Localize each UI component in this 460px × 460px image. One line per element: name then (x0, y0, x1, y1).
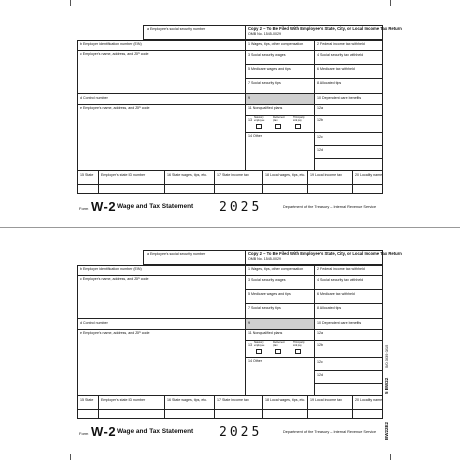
box-e-employee[interactable]: e Employee's name, address, and ZIP code (77, 330, 246, 396)
box-3[interactable]: 3 Social security wages (246, 276, 315, 290)
box-5[interactable]: 5 Medicare wages and tips (246, 65, 315, 79)
box-2[interactable]: 2 Federal income tax withheld (315, 40, 383, 51)
box-10[interactable]: 10 Dependent care benefits (315, 319, 383, 330)
box-d-control[interactable]: d Control number (77, 94, 246, 105)
box-9: 9 (246, 319, 315, 330)
box-7[interactable]: 7 Social security tips (246, 304, 315, 319)
box-12c[interactable]: 12c (315, 133, 383, 146)
divider-line (77, 184, 383, 185)
box-d-control[interactable]: d Control number (77, 319, 246, 330)
side-revision-code: 5/0 3/39 0/15 (384, 344, 389, 368)
form-footer: Form W-2 Wage and Tax Statement 2025 Department of the Treasury – Internal Revenue Service (79, 424, 377, 440)
box-17[interactable]: 17 State income tax (215, 171, 263, 194)
box-9: 9 (246, 94, 315, 105)
perforation-mark (70, 0, 71, 6)
box-12-spacer (315, 159, 383, 171)
box-3[interactable]: 3 Social security wages (246, 51, 315, 65)
box-14[interactable]: 14 Other (246, 358, 315, 396)
perforation-line (0, 227, 460, 228)
box-19[interactable]: 19 Local income tax (308, 396, 353, 419)
box-4[interactable]: 4 Social security tax withheld (315, 276, 383, 290)
w2-form-copy-top (77, 25, 402, 223)
box-12c[interactable]: 12c (315, 358, 383, 371)
box-8[interactable]: 8 Allocated tips (315, 304, 383, 319)
box-5[interactable]: 5 Medicare wages and tips (246, 290, 315, 304)
box-16[interactable]: 16 State wages, tips, etc. (165, 171, 215, 194)
side-bottom-code: BW22E2 (384, 421, 389, 440)
box-12a[interactable]: 12a (315, 105, 383, 116)
box-8[interactable]: 8 Allocated tips (315, 79, 383, 94)
box-19[interactable]: 19 Local income tax (308, 171, 353, 194)
box-14[interactable]: 14 Other (246, 133, 315, 171)
box-15-state[interactable]: 15 State (77, 171, 99, 194)
retirement-plan-checkbox[interactable] (275, 349, 281, 354)
box-16[interactable]: 16 State wages, tips, etc. (165, 396, 215, 419)
box-17[interactable]: 17 State income tax (215, 396, 263, 419)
statutory-employee-checkbox[interactable] (256, 349, 262, 354)
perforation-mark (390, 454, 391, 460)
form-footer: Form W-2 Wage and Tax Statement 2025 Department of the Treasury – Internal Revenue Service (79, 199, 377, 215)
box-15-employer-state-id[interactable]: Employer's state ID number (99, 396, 165, 419)
retirement-plan-checkbox[interactable] (275, 124, 281, 129)
box-12d[interactable]: 12d (315, 146, 383, 159)
box-c-employer[interactable]: c Employer's name, address, and ZIP code (77, 51, 246, 94)
box-12a[interactable]: 12a (315, 330, 383, 341)
box-10[interactable]: 10 Dependent care benefits (315, 94, 383, 105)
box-18[interactable]: 18 Local wages, tips, etc. (263, 396, 308, 419)
box-b-ein[interactable]: b Employer identification number (EIN) (77, 40, 246, 51)
box-a-ssn[interactable]: a Employee's social security number (143, 25, 246, 40)
box-a-ssn[interactable]: a Employee's social security number (143, 250, 246, 265)
third-party-sick-pay-checkbox[interactable] (295, 349, 301, 354)
box-20[interactable]: 20 Locality name (353, 396, 383, 419)
box-12b[interactable]: 12b (315, 116, 383, 133)
box-13: 13 Statutory employee Retirement plan Third-party sick pay (246, 341, 315, 358)
box-12b[interactable]: 12b (315, 341, 383, 358)
box-15-state[interactable]: 15 State (77, 396, 99, 419)
box-1[interactable]: 1 Wages, tips, other compensation (246, 40, 315, 51)
box-c-employer[interactable]: c Employer's name, address, and ZIP code (77, 276, 246, 319)
box-1[interactable]: 1 Wages, tips, other compensation (246, 265, 315, 276)
third-party-sick-pay-checkbox[interactable] (295, 124, 301, 129)
box-6[interactable]: 6 Medicare tax withheld (315, 290, 383, 304)
statutory-employee-checkbox[interactable] (256, 124, 262, 129)
box-e-employee[interactable]: e Employee's name, address, and ZIP code (77, 105, 246, 171)
box-20[interactable]: 20 Locality name (353, 171, 383, 194)
copy-header: Copy 2 – To Be Filed With Employee's State, City, or Local Income Tax Return OMB No. 1545-0029 (246, 250, 383, 265)
box-7[interactable]: 7 Social security tips (246, 79, 315, 94)
perforation-mark (70, 454, 71, 460)
box-18[interactable]: 18 Local wages, tips, etc. (263, 171, 308, 194)
box-12d[interactable]: 12d (315, 371, 383, 384)
divider-line (77, 409, 383, 410)
copy-header: Copy 2 – To Be Filed With Employee's State, City, or Local Income Tax Return OMB No. 1545-0029 (246, 25, 383, 40)
box-6[interactable]: 6 Medicare tax withheld (315, 65, 383, 79)
box-12-spacer (315, 384, 383, 396)
box-15-employer-state-id[interactable]: Employer's state ID number (99, 171, 165, 194)
box-b-ein[interactable]: b Employer identification number (EIN) (77, 265, 246, 276)
box-2[interactable]: 2 Federal income tax withheld (315, 265, 383, 276)
perforation-mark (390, 0, 391, 6)
box-11[interactable]: 11 Nonqualified plans (246, 105, 315, 116)
box-11[interactable]: 11 Nonqualified plans (246, 330, 315, 341)
box-13: 13 Statutory employee Retirement plan Third-party sick pay (246, 116, 315, 133)
side-form-code: 5 BW22 (384, 377, 389, 394)
box-4[interactable]: 4 Social security tax withheld (315, 51, 383, 65)
